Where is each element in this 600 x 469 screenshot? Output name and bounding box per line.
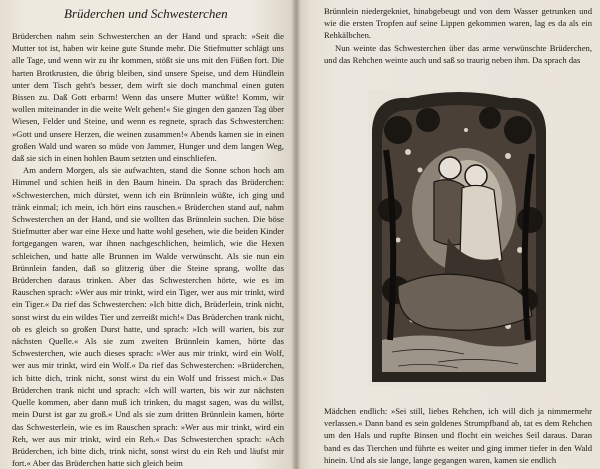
left-page xyxy=(0,0,296,469)
paragraph: Mädchen endlich: »Sei still, liebes Rehchen, ich will dich ja nimmermehr verlassen.« Dann band es sein goldenes Strumpfband ab, tat es dem Rehchen um den Hals und rupfte Binsen und flocht ein weiches Seil daraus. Daran band es das Tierchen und führte es weiter und ging immer tiefer in den Wald hinein. Und als sie lange, lange gegangen waren, kamen sie endlich xyxy=(324,406,592,465)
paragraph: Brüderchen nahm sein Schwesterchen an der Hand und sprach: »Seit die Mutter tot ist, haben wir keine gute Stunde mehr. Die Stiefmutter schlägt uns alle Tage, und wenn wir zu ihr kommen, stößt sie uns mit den Füßen fort. Die harten Brotkrusten, die übrig bleiben, sind unsere Speise, und dem Hündlein unter dem Tisch geht's besser, dem wirft sie doch manchmal einen guten Bissen zu. Daß Gott erbarm! Wenn das unsere Mutter wüßte! Komm, wir wollen miteinander in die weite Welt gehen!« Sie gingen den ganzen Tag über Wiesen, Felder und Steine, und wenn es regnete, sprach das Schwesterchen: »Gott und unsere Herzen, die weinen zusammen!« Abends kamen sie in einen großen Wald und waren so müde von Jammer, Hunger und dem langen Weg, daß sie sich in einen hohlen Baum setzten und einschliefen. xyxy=(12,31,284,164)
left-page-text xyxy=(12,30,284,469)
right-page-bottom-text xyxy=(324,405,592,466)
paragraph: Brünnlein niedergekniet, hinabgebeugt und von dem Wasser getrunken und wie die ersten Tropfen auf seine Lippen gekommen waren, lag es da als ein Rehkälbchen. xyxy=(324,6,592,41)
paragraph: Nun weinte das Schwesterchen über das arme verwünschte Brüderchen, und das Rehchen weinte auch und saß so traurig neben ihm. Da sprach das xyxy=(324,42,592,65)
chapter-title: Brüderchen und Schwesterchen xyxy=(64,6,228,21)
right-page-top-text xyxy=(324,5,592,66)
story-illustration xyxy=(368,90,550,386)
book-gutter xyxy=(291,0,301,469)
right-page xyxy=(296,0,600,469)
paragraph: Am andern Morgen, als sie aufwachten, stand die Sonne schon hoch am Himmel und schien heiß in den Baum hinein. Da sprach das Brüderchen: »Schwesterchen, mich dürstet, wenn ich ein Brünnlein wüßte, ich ging und tränk einmal; ich mein, ich hört eins rauschen.« Brüderchen stand auf, nahm Schwesterchen an der Hand, und sie wollten das Brünnlein suchen. Die böse Stiefmutter aber war eine Hexe und hatte wohl gesehen, wie die beiden Kinder fortgegangen waren, war ihnen nachgeschlichen, heimlich, wie die Hexen schleichen, und hatte alle Brunnen im Walde verwünscht. Als sie nun ein Brünnlein fanden, daß so glitzerig über die Steine sprang, wollte das Brüderchen daraus trinken. Aber das Schwesterchen hörte, wie es im Rauschen sprach: »Wer aus mir trinkt, wird ein Tiger, wer aus mir trinkt, wird ein Tiger.« Da rief das Schwesterchen: »Ich bitte dich, Brüderlein, trink nicht, sonst wirst du ein wildes Tier und zerreißt mich!« Das Brüderchen trank nicht, ob es gleich so großen Durst hatte, und sprach: »Ich will warten, bis zur nächsten Quelle.« Als sie zum zweiten Brünnlein kamen, hörte das Schwesterchen, wie auch dieses sprach: »Wer aus mir trinkt, wird ein Wolf, wer aus mir trinkt, wird ein Wolf.« Da rief das Schwesterchen: »Brüderchen, ich bitte dich, trink nicht, sonst wirst du ein Wolf und frissest mich.« Das Brüderchen trank nicht und sprach: »Ich will warten, bis wir zur nächsten Quelle kommen, aber dann muß ich trinken, du magst sagen, was du willst, mein Durst ist gar zu groß.« Und als sie zum dritten Brünnlein kamen, hörte das Schwesterlein, wie es im Rauschen sprach: »Wer aus mir trinkt, wird ein Reh, wer aus mir trinkt, wird ein Reh.« Das Schwesterchen sprach: »Ach Brüderchen, ich bitte dich, trink nicht, sonst wirst du ein Reh und läufst mir fort.« Aber das Brüderchen hatte sich gleich beim xyxy=(12,165,284,469)
